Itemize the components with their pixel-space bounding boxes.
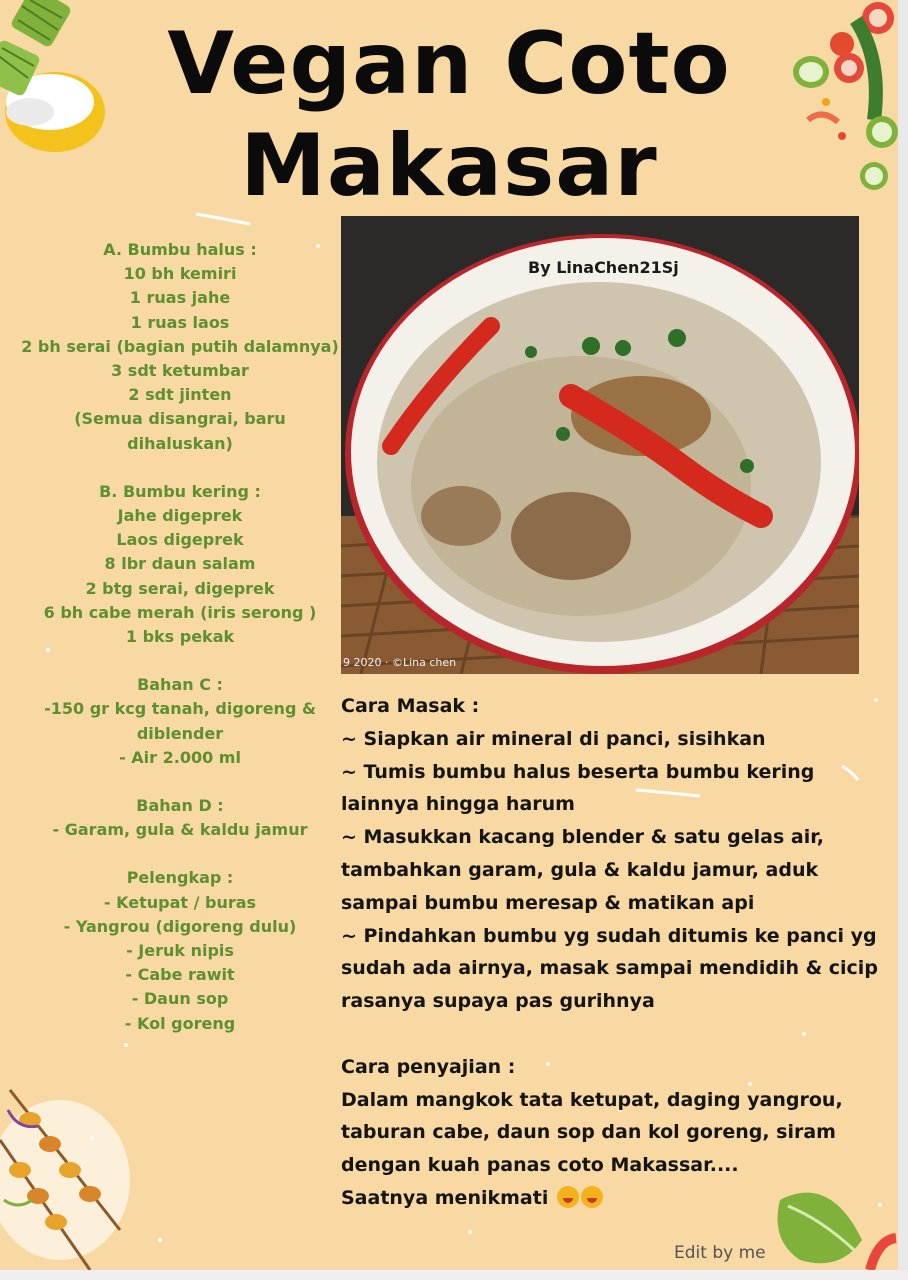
- ingredient-item: 3 sdt ketumbar: [111, 361, 249, 381]
- ingredient-item: - Jeruk nipis: [126, 941, 234, 961]
- method-step: ~ Pindahkan bumbu yg sudah ditumis ke panci yg sudah ada airnya, masak sampai mendidih & cicip rasanya supaya pas gurihnya: [341, 924, 878, 1013]
- closing-line: [341, 1182, 881, 1215]
- ingredient-item: - Yangrou (digoreng dulu): [63, 916, 297, 936]
- window-edge: [0, 1270, 908, 1280]
- ingredient-item: Jahe digeprek: [117, 506, 243, 526]
- ingredient-item: - Garam, gula & kaldu jamur: [52, 820, 308, 840]
- section-d-title: Bahan D :: [136, 796, 224, 816]
- closing-text: Saatnya menikmati: [341, 1186, 549, 1209]
- ingredient-item: 1 ruas jahe: [129, 288, 231, 308]
- method-step: ~ Masukkan kacang blender & satu gelas air, tambahkan garam, gula & kaldu jamur, aduk sampai bumbu meresap & matikan api: [341, 826, 825, 914]
- ingredient-item: 1 ruas laos: [130, 312, 230, 332]
- ingredient-item: - Kol goreng: [124, 1013, 236, 1033]
- title-line-1: Vegan Coto: [167, 14, 731, 114]
- ingredient-item: - Ketupat / buras: [103, 892, 257, 912]
- ingredient-item: (Semua disangrai, baru dihaluskan): [74, 409, 286, 453]
- soup-bowl-photo: [341, 216, 859, 674]
- ingredient-item: 10 bh kemiri: [123, 264, 237, 284]
- ingredient-item: 6 bh cabe merah (iris serong ): [43, 602, 317, 622]
- method-step: ~ Tumis bumbu halus beserta bumbu kering lainnya hingga harum: [341, 760, 815, 816]
- window-edge: [898, 0, 908, 1280]
- title-line-2: Makasar: [240, 116, 658, 216]
- photo-stamp: 9 2020 · ©Lina chen: [343, 656, 457, 669]
- ingredient-item: 2 sdt jinten: [128, 385, 232, 405]
- ingredient-item: - Daun sop: [131, 989, 229, 1009]
- method-title: Cara Masak :: [341, 695, 480, 717]
- ingredient-item: 2 btg serai, digeprek: [85, 578, 275, 598]
- method-step: ~ Siapkan air mineral di panci, sisihkan: [341, 727, 766, 750]
- section-e-title: Pelengkap :: [126, 868, 234, 888]
- smiling-face-emoji-icon: [557, 1186, 579, 1208]
- ingredient-item: - Air 2.000 ml: [119, 747, 241, 767]
- section-a-title: A. Bumbu halus :: [103, 240, 257, 259]
- smiling-face-emoji-icon: [581, 1186, 603, 1208]
- section-c-title: Bahan C :: [137, 675, 223, 695]
- ingredient-item: 2 bh serai (bagian putih dalamnya): [21, 336, 339, 356]
- cooking-method: [341, 690, 881, 1215]
- ingredient-item: - Cabe rawit: [125, 965, 235, 985]
- ingredients-list: [20, 238, 340, 1036]
- section-b-title: B. Bumbu kering :: [99, 481, 261, 501]
- ingredient-item: -150 gr kcg tanah, digoreng &: [44, 699, 316, 719]
- ingredient-item: Laos digeprek: [116, 530, 244, 550]
- photo-caption: By LinaChen21Sj: [528, 258, 679, 277]
- ingredient-item: 1 bks pekak: [125, 627, 235, 647]
- serving-title: Cara penyajian :: [341, 1055, 516, 1078]
- serving-text: Dalam mangkok tata ketupat, daging yangrou, taburan cabe, daun sop dan kol goreng, siram dengan kuah panas coto Makassar....: [341, 1088, 843, 1177]
- ingredient-item: diblender: [136, 723, 224, 743]
- edit-credit: Edit by me: [674, 1243, 766, 1263]
- ingredient-item: 8 lbr daun salam: [104, 554, 256, 574]
